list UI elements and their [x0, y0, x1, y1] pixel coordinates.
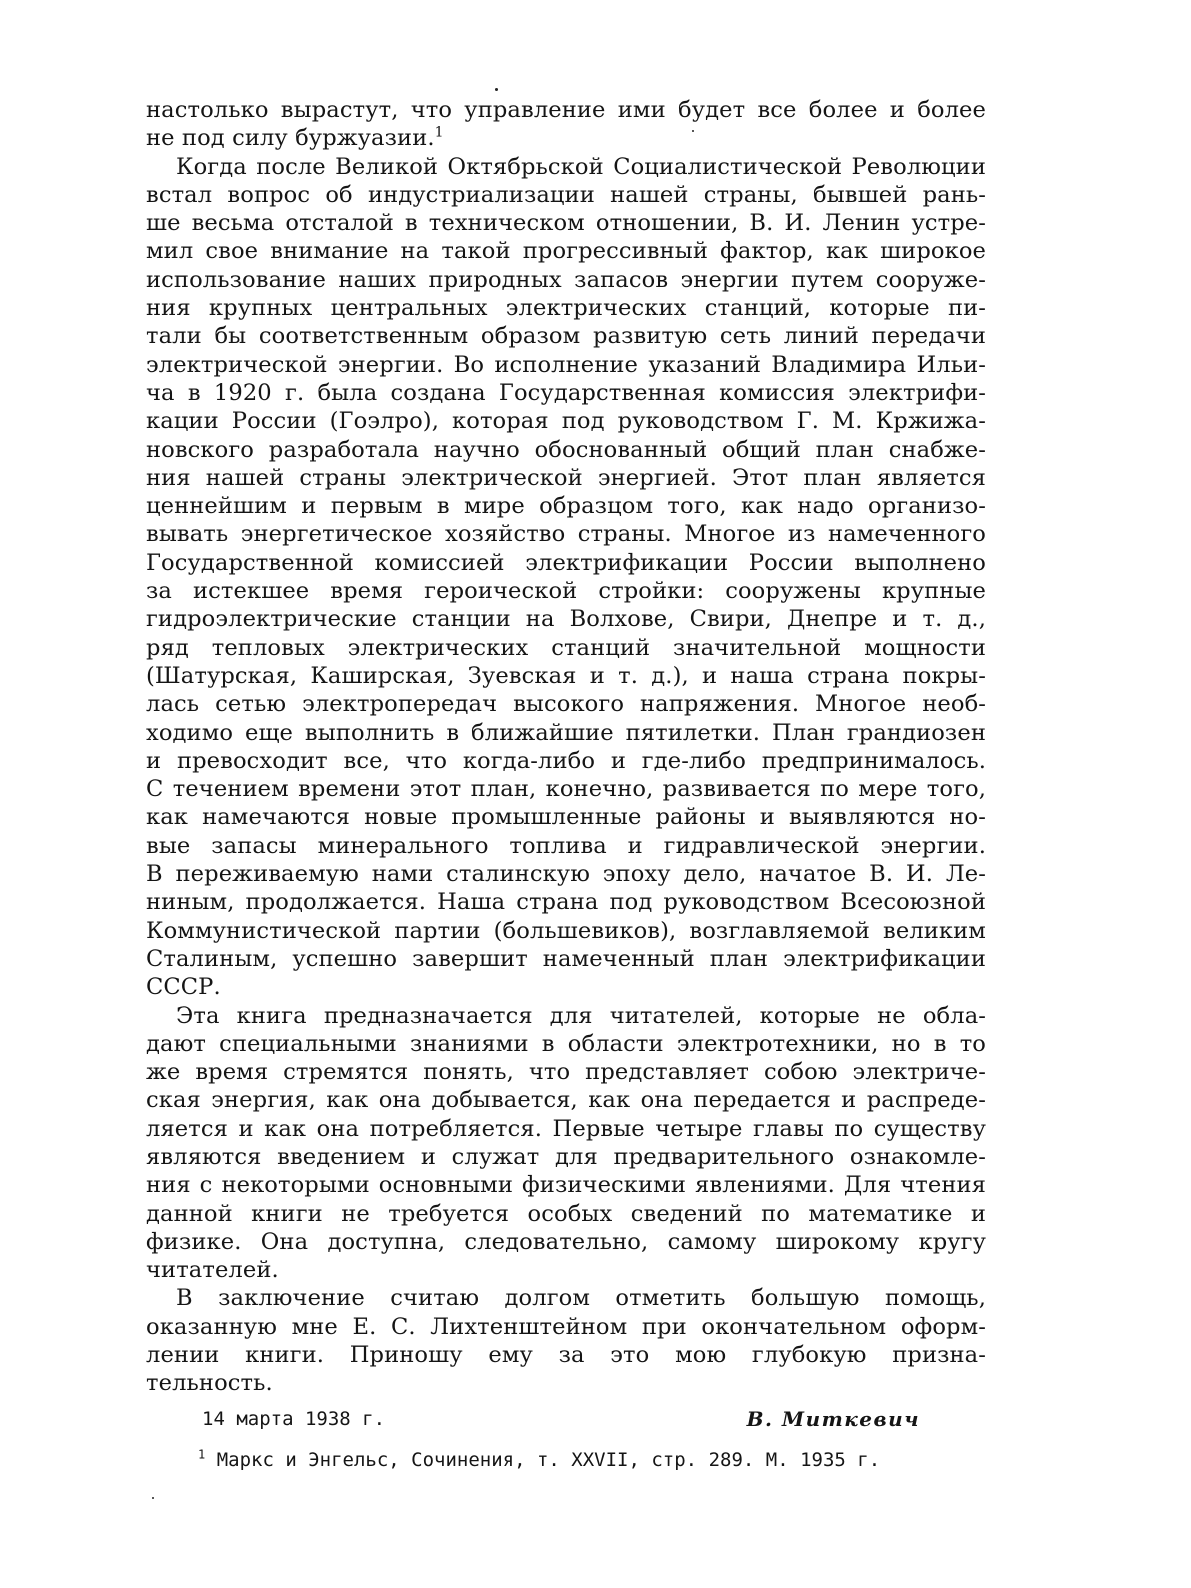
- text-line: [146, 775, 986, 803]
- paragraph: [146, 1002, 986, 1285]
- text-line: [146, 1058, 986, 1086]
- text-line: [146, 351, 986, 379]
- text-line: [146, 294, 986, 322]
- text-line: [146, 96, 986, 124]
- text-line: [146, 690, 986, 718]
- text-line: [146, 577, 986, 605]
- text-line: [146, 860, 986, 888]
- paragraph: [146, 153, 986, 1002]
- text-line: [146, 124, 986, 152]
- text-line: [146, 1115, 986, 1143]
- line-text: за истекшее время героической стройки: сооружены крупные: [146, 578, 986, 605]
- line-text: использование наших природных запасов энергии путем сооруже-: [146, 266, 986, 293]
- text-line: [146, 973, 986, 1001]
- line-text: читателей.: [146, 1257, 279, 1284]
- text-line: [146, 549, 986, 577]
- line-text: физике. Она доступна, следовательно, самому широкому кругу: [146, 1228, 986, 1255]
- text-line: [146, 1171, 986, 1199]
- line-text: вывать энергетическое хозяйство страны. Многое из намеченного: [146, 521, 986, 548]
- footnote-reference: 1: [434, 124, 444, 141]
- text-line: [146, 436, 986, 464]
- line-text: Коммунистической партии (большевиков), возглавляемой великим: [146, 917, 986, 944]
- line-text: ния нашей страны электрической энергией. Этот план является: [146, 464, 986, 491]
- scan-speck: [495, 88, 498, 91]
- line-text: лась сетью электропередач высокого напряжения. Многое необ-: [146, 691, 986, 718]
- line-text: лении книги. Приношу ему за это мою глубокую призна-: [146, 1342, 986, 1369]
- signature-author: В. Миткевич: [746, 1406, 920, 1431]
- text-line: [146, 492, 986, 520]
- line-text: тали бы соответственным образом развитую сеть линий передачи: [146, 323, 986, 350]
- line-text: ниным, продолжается. Наша страна под руководством Всесоюзной: [146, 889, 986, 916]
- text-line: [146, 1284, 986, 1312]
- text-line: [146, 634, 986, 662]
- text-line: [146, 917, 986, 945]
- text-line: [146, 237, 986, 265]
- line-text: Государственной комиссией электрификации России выполнено: [146, 549, 986, 576]
- text-line: [146, 520, 986, 548]
- line-text: гидроэлектрические станции на Волхове, Свири, Днепре и т. д.,: [146, 606, 986, 633]
- line-text: ряд тепловых электрических станций значительной мощности: [146, 634, 986, 661]
- line-text: СССР.: [146, 974, 221, 1001]
- text-line: [146, 181, 986, 209]
- line-text: мил свое внимание на такой прогрессивный фактор, как широкое: [146, 238, 986, 265]
- line-text: вые запасы минерального топлива и гидравлической энергии.: [146, 832, 986, 859]
- line-text: ния с некоторыми основными физическими явлениями. Для чтения: [146, 1172, 986, 1199]
- paragraph: [146, 96, 986, 153]
- text-line: [146, 322, 986, 350]
- line-text: тельность.: [146, 1370, 273, 1397]
- text-line: [146, 1086, 986, 1114]
- text-line: [146, 945, 986, 973]
- footnote: [146, 1444, 986, 1476]
- signature-date: 14 марта 1938 г.: [202, 1407, 386, 1430]
- line-text: оказанную мне Е. С. Лихтенштейном при окончательном оформ-: [146, 1313, 986, 1340]
- line-text: Сталиным, успешно завершит намеченный план электрификации: [146, 945, 986, 972]
- line-text: встал вопрос об индустриализации нашей страны, бывшей рань-: [146, 181, 986, 208]
- line-text: ше весьма отсталой в техническом отношении, В. И. Ленин устре-: [146, 210, 986, 237]
- line-text: кации России (Гоэлро), которая под руководством Г. М. Кржижа-: [146, 408, 986, 435]
- text-line: [146, 1228, 986, 1256]
- paragraph: [146, 1284, 986, 1397]
- footnote-text: Маркс и Энгельс, Сочинения, т. XXVII, стр. 289. М. 1935 г.: [216, 1448, 881, 1471]
- text-line: [146, 1369, 986, 1397]
- line-text: дают специальными знаниями в области электротехники, но в то: [146, 1030, 986, 1057]
- line-text: (Шатурская, Каширская, Зуевская и т. д.), и наша страна покры-: [146, 662, 986, 689]
- text-line: [146, 266, 986, 294]
- line-text: ходимо еще выполнить в ближайшие пятилетки. План грандиозен: [146, 719, 986, 746]
- line-text: новского разработала научно обоснованный общий план снабже-: [146, 436, 986, 463]
- scan-speck: [152, 1497, 154, 1499]
- text-line: [146, 153, 986, 181]
- line-text: С течением времени этот план, конечно, развивается по мере того,: [146, 776, 986, 803]
- line-text: являются введением и служат для предварительного ознакомле-: [146, 1143, 986, 1170]
- line-text: как намечаются новые промышленные районы и выявляются но-: [146, 804, 986, 831]
- line-text: Когда после Великой Октябрьской Социалистической Революции: [176, 153, 986, 180]
- text-line: [146, 662, 986, 690]
- text-line: [146, 464, 986, 492]
- line-text: ча в 1920 г. была создана Государственная комиссия электрифи-: [146, 379, 986, 406]
- line-text: Эта книга предназначается для читателей, которые не обла-: [176, 1002, 986, 1029]
- line-text: не под силу буржуазии.: [146, 125, 435, 152]
- line-text: ценнейшим и первым в мире образцом того, как надо организо-: [146, 493, 986, 520]
- text-line: [146, 803, 986, 831]
- text-line: [146, 719, 986, 747]
- text-line: [146, 1256, 986, 1284]
- text-line: [146, 888, 986, 916]
- footnote-marker: 1: [198, 1447, 206, 1462]
- text-line: [146, 379, 986, 407]
- line-text: и превосходит все, что когда-либо и где-либо предпринималось.: [146, 747, 986, 774]
- line-text: В заключение считаю долгом отметить большую помощь,: [176, 1285, 986, 1312]
- line-text: электрической энергии. Во исполнение указаний Владимира Ильи-: [146, 351, 986, 378]
- line-text: ляется и как она потребляется. Первые четыре главы по существу: [146, 1115, 986, 1142]
- line-text: настолько вырастут, что управление ими будет все более и более: [146, 97, 986, 123]
- text-line: [146, 407, 986, 435]
- line-text: В переживаемую нами сталинскую эпоху дело, начатое В. И. Ле-: [146, 861, 986, 888]
- signature-line: [146, 1402, 986, 1436]
- line-text: же время стремятся понять, что представляет собою электриче-: [146, 1059, 986, 1086]
- text-line: [146, 1341, 986, 1369]
- text-line: [146, 832, 986, 860]
- text-line: [146, 1200, 986, 1228]
- body-text: [146, 96, 986, 1398]
- line-text: ния крупных центральных электрических станций, которые пи-: [146, 295, 986, 322]
- text-line: [146, 1030, 986, 1058]
- text-line: [146, 1313, 986, 1341]
- book-page: [146, 96, 986, 1476]
- text-line: [146, 1002, 986, 1030]
- text-line: [146, 1143, 986, 1171]
- text-line: [146, 747, 986, 775]
- text-line: [146, 605, 986, 633]
- line-text: данной книги не требуется особых сведений по математике и: [146, 1200, 986, 1227]
- text-line: [146, 209, 986, 237]
- line-text: ская энергия, как она добывается, как она передается и распреде-: [146, 1087, 986, 1114]
